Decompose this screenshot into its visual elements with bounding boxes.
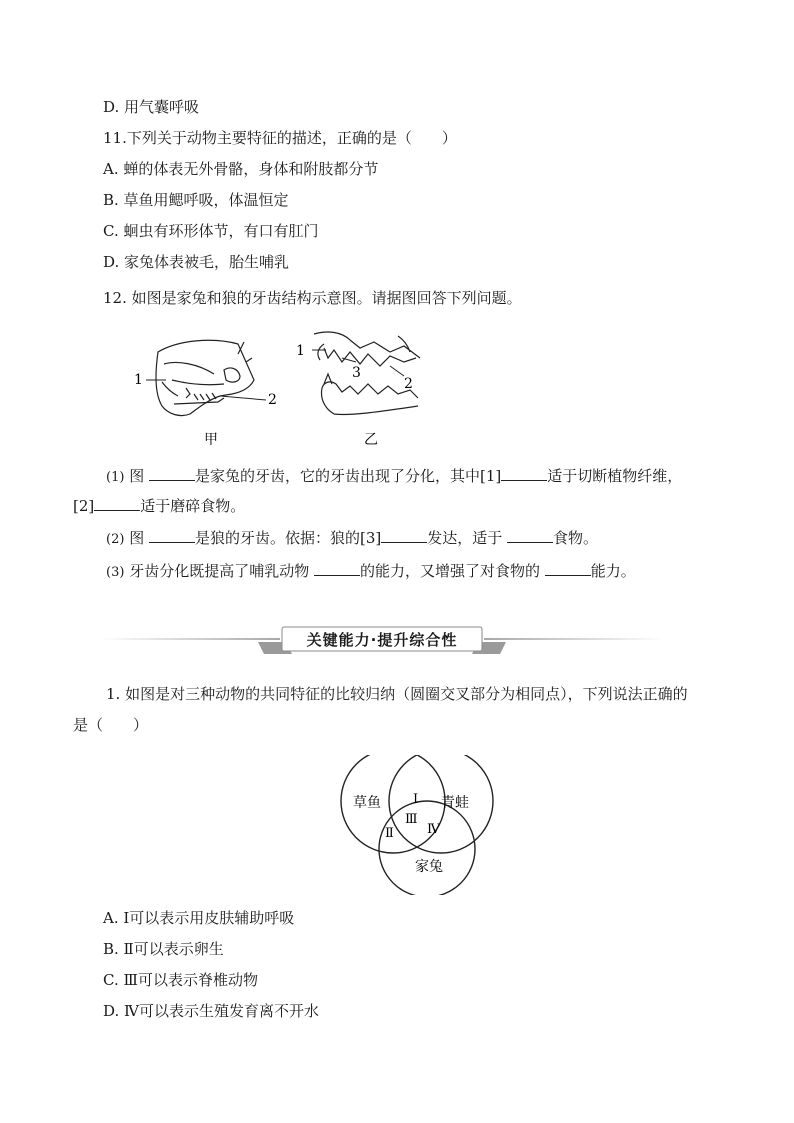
q12-sub3-b: 的能力，又增强了对食物的: [360, 562, 541, 580]
section-header: [100, 626, 664, 654]
q11-option-c: C. 蛔虫有环形体节，有口有肛门: [103, 222, 319, 240]
wolf-label-1: 1: [296, 343, 305, 359]
answer-blank[interactable]: [381, 528, 427, 543]
answer-blank[interactable]: [501, 466, 547, 481]
venn-circle-rabbit: [379, 801, 475, 895]
answer-blank[interactable]: [149, 466, 195, 481]
q12-sub1-line2: [73, 496, 245, 516]
wolf-label-2: 2: [404, 376, 413, 392]
venn-label-frog: 青蛙: [441, 795, 469, 811]
q12-sub1-b: 是家兔的牙齿，它的牙齿出现了分化，其中[1]: [195, 467, 502, 485]
rabbit-skull-drawing: [156, 340, 254, 415]
answer-blank[interactable]: [507, 528, 553, 543]
q12-sub2-a: 图: [129, 529, 145, 547]
q12-sub1-num: (1): [106, 470, 125, 485]
q12-sub1-d: [2]: [73, 497, 95, 515]
q10-option-d: D. 用气囊呼吸: [103, 98, 200, 116]
venn-region-2: Ⅱ: [385, 826, 394, 841]
wolf-label-3: 3: [352, 365, 361, 381]
p1-option-b: B. Ⅱ可以表示卵生: [103, 940, 224, 958]
answer-blank[interactable]: [149, 528, 195, 543]
q12-sub1-a: 图: [129, 467, 145, 485]
q12-sub3-num: (3): [106, 565, 125, 580]
q12-sub1-line1: [106, 466, 682, 488]
p1-option-a: A. Ⅰ可以表示用皮肤辅助呼吸: [103, 909, 295, 927]
q12-sub2: [106, 528, 598, 550]
q11-option-b: B. 草鱼用鳃呼吸，体温恒定: [103, 191, 289, 209]
q12-sub1-e: 适于磨碎食物。: [140, 497, 246, 515]
q12-stem: 12. 如图是家兔和狼的牙齿结构示意图。请据图回答下列问题。: [103, 289, 522, 307]
answer-blank[interactable]: [314, 561, 360, 576]
answer-blank[interactable]: [94, 496, 140, 511]
q11-option-d: D. 家兔体表被毛，胎生哺乳: [103, 253, 290, 271]
section-title: 关键能力·提升综合性: [306, 631, 458, 649]
q11-option-a: A. 蝉的体表无外骨骼，身体和附肢都分节: [103, 160, 379, 178]
q12-sub3-c: 能力。: [590, 562, 636, 580]
wolf-jaw-drawing: [314, 332, 420, 415]
wolf-caption: 乙: [364, 432, 378, 448]
q12-sub2-num: (2): [106, 532, 125, 547]
answer-blank[interactable]: [545, 561, 591, 576]
venn-region-4: Ⅳ: [427, 822, 440, 837]
q12-sub2-d: 食物。: [553, 529, 599, 547]
q12-sub2-b: 是狼的牙齿。依据：狼的[3]: [195, 529, 382, 547]
rabbit-label-2: 2: [268, 392, 277, 408]
teeth-figure: [128, 322, 428, 450]
venn-region-3: Ⅲ: [405, 812, 418, 827]
q12-sub3: [106, 561, 636, 583]
q11-stem: 11.下列关于动物主要特征的描述，正确的是（ ）: [103, 129, 457, 147]
p1-option-c: C. Ⅲ可以表示脊椎动物: [103, 971, 258, 989]
venn-label-grass-carp: 草鱼: [353, 795, 381, 811]
q12-sub1-c: 适于切断植物纤维，: [547, 467, 683, 485]
venn-label-rabbit: 家兔: [415, 859, 443, 875]
q12-sub2-c: 发达，适于: [427, 529, 503, 547]
venn-diagram: [335, 755, 495, 895]
p1-stem-line2: 是（ ）: [73, 716, 149, 734]
q12-sub3-a: 牙齿分化既提高了哺乳动物: [129, 562, 310, 580]
rabbit-caption: 甲: [204, 432, 218, 448]
rabbit-label-1: 1: [134, 372, 143, 388]
p1-option-d: D. Ⅳ可以表示生殖发育离不开水: [103, 1002, 320, 1020]
p1-stem-line1: 1. 如图是对三种动物的共同特征的比较归纳（圆圈交叉部分为相同点），下列说法正确的: [106, 685, 688, 703]
venn-region-1: Ⅰ: [413, 792, 419, 807]
